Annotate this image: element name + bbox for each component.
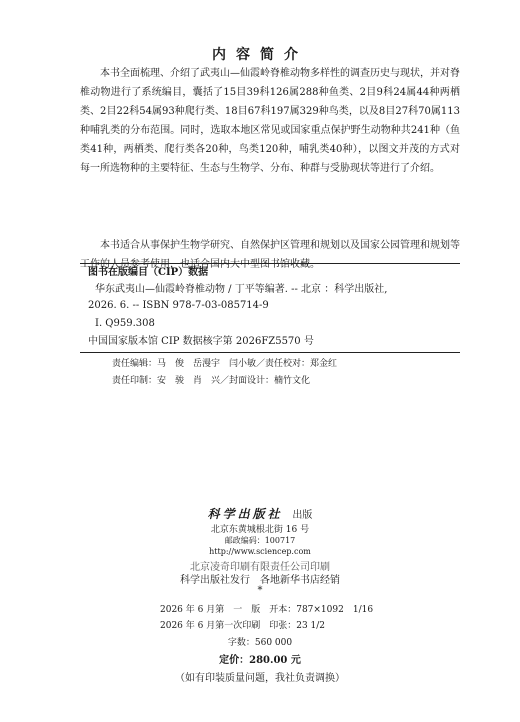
cip-heading: 图书在版编目（CIP）数据 (88, 267, 209, 278)
edition-line-2: 2026 年 6 月第一次印刷 印张：23 1/2 (160, 621, 326, 631)
publisher-postcode: 邮政编码：100717 (224, 536, 296, 545)
edition-line-1: 2026 年 6 月第 一 版 开本：787×1092 1/16 (160, 605, 374, 615)
cip-line-3: Ⅰ. Q959.308 (95, 318, 155, 329)
cip-bottom-rule (80, 352, 460, 353)
cip-line-1: 华东武夷山—仙霞岭脊椎动物 / 丁平等编著. -- 北京 ：科学出版社, (95, 284, 388, 295)
summary-paragraph-2-text: 本书适合从事保护生物学研究、自然保护区管理和规划以及国家公园管理和规划等工作的人员参考使用，也适合国内大中型图书馆收藏。 (80, 240, 460, 270)
summary-paragraph-1 (80, 64, 460, 178)
publisher-address: 北京东黄城根北街 16 号 (210, 525, 310, 535)
publisher-url: http://www.sciencep.com (209, 547, 311, 556)
publisher-block (0, 505, 520, 522)
wordcount: 字数：560 000 (227, 638, 293, 648)
summary-paragraph-1-text: 本书全面梳理、介绍了武夷山—仙霞岭脊椎动物多样性的调查历史与现状，并对脊椎动物进行了系统编目，囊括了15目39科126属288种鱼类、2目9科24属44种两栖类、2目22科54属93种爬行类、18目67科197属329种鸟类，以及8目27科70属113种哺乳类的分布范围。同时，选取本地区常见或国家重点保护野生动物种共241种（鱼类41种，两栖类、爬行类各20种，鸟类120种，哺乳类40种），以图文并茂的方式对每一所选物种的主要特征、生态与生物学、分布、种群与受胁现状等进行了介绍。 (80, 68, 460, 174)
credits-line-1: 责任编辑：马 俊 岳漫宇 闫小敏／责任校对：郑金红 (112, 359, 338, 369)
publisher-suffix: 出版 (292, 510, 313, 521)
quality-notice: （如有印装质量问题，我社负责调换） (175, 673, 345, 684)
cip-top-rule (80, 263, 460, 264)
credits-line-2: 责任印制：安 骏 肖 兴／封面设计：楠竹文化 (112, 376, 311, 386)
price: 定价：280.00 元 (219, 655, 301, 666)
summary-title: 内容简介 (212, 47, 308, 63)
publisher-logo: 科学出版社 (207, 507, 283, 521)
printer-line: 北京凌奇印刷有限责任公司印刷 (190, 562, 330, 573)
separator-mark: * (257, 585, 263, 596)
cip-line-2: 2026. 6. -- ISBN 978-7-03-085714-9 (88, 300, 269, 311)
cip-line-4: 中国国家版本馆 CIP 数据核字第 2026FZ5570 号 (88, 336, 314, 347)
distribution-line: 科学出版社发行 各地新华书店经销 (180, 575, 340, 586)
